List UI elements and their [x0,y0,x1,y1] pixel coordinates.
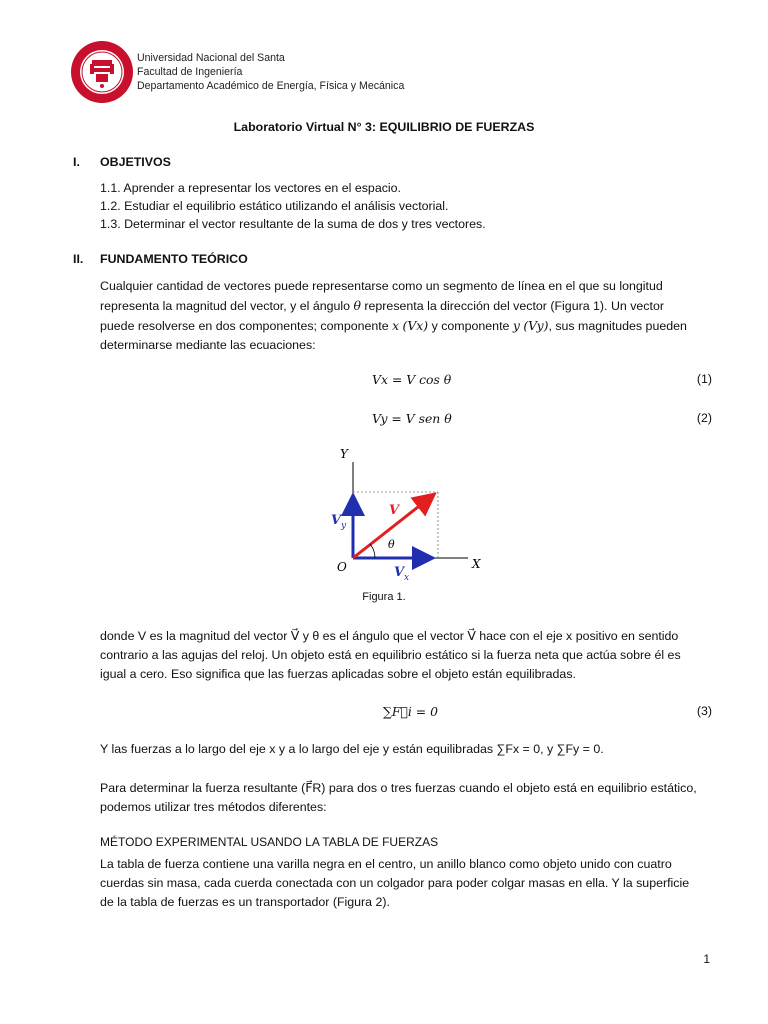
paragraph-line: Cualquier cantidad de vectores puede representarse como un segmento de línea en el que su longitud [100,279,663,293]
vy-label: V [331,513,342,528]
page-number: 1 [703,952,710,966]
theta-label: θ [388,538,395,551]
paragraph-line: igual a cero. Eso significa que las fuerzas aplicadas sobre el objeto están equilibradas. [100,667,576,681]
figure-1-vector-diagram [320,440,500,590]
origin-label: O [337,560,347,574]
vx-label: V [394,565,405,580]
equation-1: Vx = V cos θ [372,372,452,387]
vx-subscript: x [404,573,410,583]
institution-header [137,51,404,93]
equation-1-number: (1) [696,372,712,386]
section-heading-fundamento: FUNDAMENTO TEÓRICO [100,252,248,266]
paragraph-line: de la tabla de fuerzas es un transportador (Figura 2). [100,895,390,909]
equation-2-number: (2) [696,411,712,425]
document-title: Laboratorio Virtual N° 3: EQUILIBRIO DE FUERZAS [233,120,535,134]
equation-2: Vy = V sen θ [372,411,452,426]
objective-item: 1.3. Determinar el vector resultante de la suma de dos y tres vectores. [100,217,486,231]
section-number-fundamento: II. [73,252,84,266]
paragraph-line: Para determinar la fuerza resultante (F⃗R) para dos o tres fuerzas cuando el objeto está en equilibrio estático, [100,781,697,795]
paragraph-line: La tabla de fuerza contiene una varilla negra en el centro, un anillo blanco como objeto unido con cuatro [100,857,672,871]
theta-arc [370,544,375,558]
paragraph-4 [100,779,712,817]
university-name: Universidad Nacional del Santa [137,52,285,64]
equation-3-number: (3) [696,704,712,718]
section-number-objetivos: I. [73,155,80,169]
university-seal-logo [70,40,134,104]
objective-item: 1.2. Estudiar el equilibrio estático utilizando el análisis vectorial. [100,199,449,213]
figure-1-caption: Figura 1. [362,591,406,603]
paragraph-line: cuerdas sin masa, cada cuerda conectada con un colgador para poder colgar masas en ella. Y la superficie [100,876,690,890]
paragraph-line: donde V es la magnitud del vector V⃗ y θ es el ángulo que el vector V⃗ hace con el eje x positivo en sentido [100,629,679,643]
paragraph-line: podemos utilizar tres métodos diferentes: [100,800,327,814]
paragraph-5 [100,855,712,912]
section-heading-objetivos: OBJETIVOS [100,155,171,169]
paragraph-3: Y las fuerzas a lo largo del eje x y a lo largo del eje y están equilibradas ∑Fx = 0, y ∑Fy = 0. [100,742,604,756]
equation-3: ∑F⃗i = 0 [383,704,438,719]
paragraph-1 [100,277,712,355]
y-axis-label: Y [340,447,348,461]
department-name: Departamento Académico de Energía, Física y Mecánica [137,80,405,92]
faculty-name: Facultad de Ingeniería [137,66,243,78]
paragraph-line: determinarse mediante las ecuaciones: [100,338,316,352]
vy-subscript: y [341,521,347,531]
objective-item: 1.1. Aprender a representar los vectores en el espacio. [100,181,401,195]
method-heading: MÉTODO EXPERIMENTAL USANDO LA TABLA DE FUERZAS [100,835,439,849]
x-axis-label: X [472,557,481,571]
paragraph-2 [100,627,712,684]
v-vector-label: V [389,503,400,518]
paragraph-line: representa la magnitud del vector, y el ángulo θ representa la dirección del vector (Figura 1). Un vector [100,298,664,313]
paragraph-line: contrario a las agujas del reloj. Un objeto está en equilibrio estático si la fuerza neta que actúa sobre él es [100,648,681,662]
paragraph-line: puede resolverse en dos componentes; componente x (Vx) y componente y (Vy), sus magnitudes pueden [100,318,687,333]
